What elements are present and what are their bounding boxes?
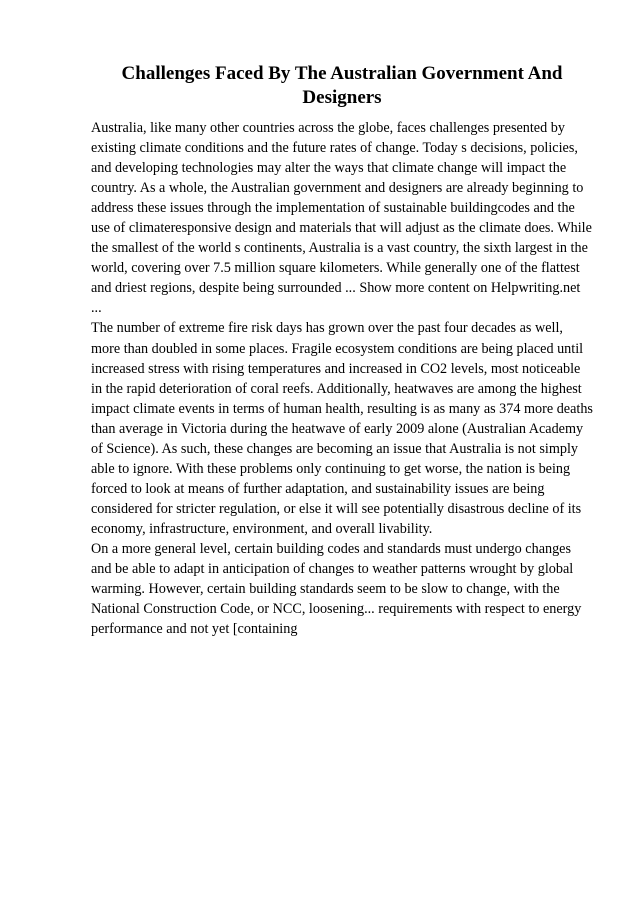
paragraph-3: On a more general level, certain building codes and standards must undergo changes and be able to adapt in anticipation of changes to weather patterns wrought by global warming. However, certain building standards seem to be slow to change, with the National Construction Code, or NCC, loosening... requirements with respect to energy performance and not yet [containing [91,540,582,638]
page-title: Challenges Faced By The Australian Government And Designers [121,63,563,108]
article-body [91,118,593,639]
paragraph-2: The number of extreme fire risk days has grown over the past four decades as well, more than doubled in some places. Fragile ecosystem conditions are being placed until increased stress with rising temperatures and increased in CO2 levels, most noticeable in the rapid deterioration of coral reefs. Additionally, heatwaves are among the highest impact climate events in terms of human health, resulting is as many as 374 more deaths than average in Victoria during the heatwave of early 2009 alone (Australian Academy of Science). As such, these changes are becoming an issue that Australia is not simply able to ignore. With these problems only continuing to get worse, the nation is being forced to look at means of further adaptation, and sustainability issues are being considered for stricter regulation, or else it will see potentially disastrous decline of its economy, infrastructure, environment, and overall livability. [91,320,593,537]
paragraph-1: Australia, like many other countries across the globe, faces challenges presented by existing climate conditions and the future rates of change. Today s decisions, policies, and developing technologies may alter the ways that climate change will impact the country. As a whole, the Australian government and designers are already beginning to address these issues through the implementation of sustainable buildingcodes and the use of climateresponsive design and materials that will adjust as the climate does. While the smallest of the world s continents, Australia is a vast country, the sixth largest in the world, covering over 7.5 million square kilometers. While generally one of the flattest and driest regions, despite being surrounded ... Show more content on Helpwriting.net ... [91,120,592,317]
